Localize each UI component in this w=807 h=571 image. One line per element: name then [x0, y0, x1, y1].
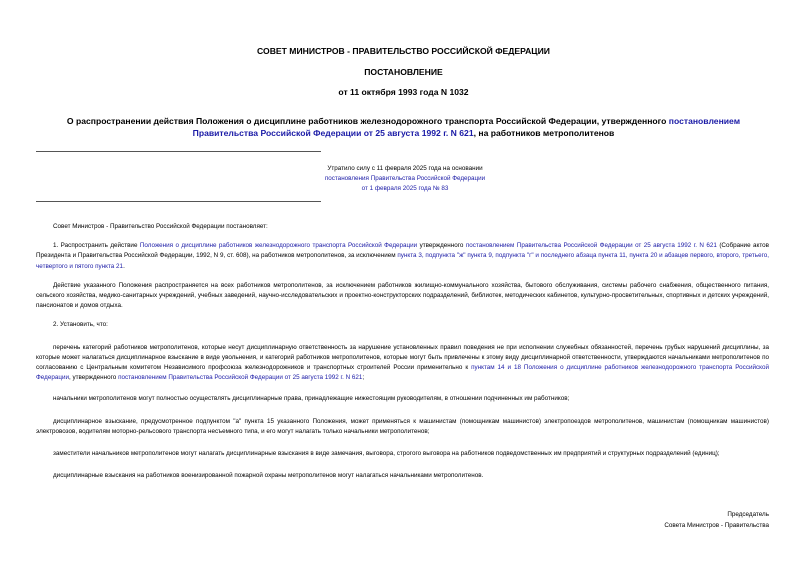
paragraph-categories-text: перечень категорий работников метрополитенов, которые несут дисциплинарную ответственность за нарушение установленных правил поведения не при исполнении служебных обязанностей, перечень грубых нарушений дисциплины, за которые может налагаться дисциплинарное взыскание в виде увольнения, и категорий работников метрополитенов, которые могут быть привлечены к этому виду дисциплинарной ответственности, утверждаются начальниками метрополитенов по согласованию с Центральным комитетом Независимого профсоюза железнодорожников и транспортных строителей России применительно к — [36, 343, 769, 372]
paragraph-1-text: . — [123, 262, 125, 270]
paragraph-categories-text: ; — [362, 374, 365, 382]
paragraph-1-text: (Собрание актов Президента и Правительства Российской Федерации, 1992, N 9, ст. 608), на работников метрополитенов, за исключением — [36, 242, 769, 260]
signature-office: Совета Министров - Правительства — [664, 522, 769, 529]
paragraph-drivers-penalty: дисциплинарное взыскание, предусмотренное подпунктом "а" пункта 15 указанного Положения, может применяться к машинистам (помощникам машинистов) электропоездов метрополитенов, машинистам (помощникам машинистов) электровозов, водителям моторно-рельсового транспорта несъемного типа, и его могут налагать только начальники метрополитенов; — [36, 417, 769, 435]
decree-621-link[interactable]: постановлением Правительства Российской Федерации от 25 августа 1992 г. N 621 — [465, 242, 717, 250]
signature-title: Председатель — [727, 511, 769, 518]
paragraph-categories — [36, 343, 769, 384]
excluded-clauses-link[interactable]: пункта 3, подпункта "ж" пункта 9, подпункта "г" и последнего абзаца пункта 11, пункта 20 и абзацев первого, второго, третьего, четвертого и пятого пункта 21 — [36, 252, 769, 270]
paragraph-1-text: 1. Распространить действие — [53, 242, 140, 250]
paragraph-scope: Действие указанного Положения распространяется на всех работников метрополитенов, за исключением работников жилищно-коммунального хозяйства, бытового обслуживания, системы рабочего снабжения, общественного питания, сельского хозяйства, медико-санитарных учреждений, учебных заведений, научно-исследовательских и проектно-конструкторских подразделений, библиотек, методических кабинетов, культурно-просветительных, спортивных и детских учреждений, пансионатов и домов отдыха. — [36, 281, 769, 310]
paragraph-heads-rights: начальники метрополитенов могут полностью осуществлять дисциплинарные права, принадлежащие нижестоящим руководителям, в отношении подчиненных им работников; — [53, 395, 570, 403]
status-note-text: Утратило силу с 11 февраля 2025 года на основании — [327, 165, 483, 172]
title-decree-link[interactable]: постановлением Правительства Российской Федерации от 25 августа 1992 г. N 621 — [192, 116, 741, 138]
paragraph-1 — [36, 241, 769, 272]
signature-block — [664, 509, 769, 531]
paragraph-deputies: заместители начальников метрополитенов могут налагать дисциплинарные взыскания в виде замечания, выговора, строгого выговора на работников подведомственных им предприятий и структурных подразделений (единиц); — [53, 450, 720, 458]
regulation-link[interactable]: Положения о дисциплине работников железнодорожного транспорта Российской Федерации — [139, 242, 418, 250]
title-text-end: , на работников метрополитенов — [473, 127, 615, 138]
repeal-decree-date-link[interactable]: от 1 февраля 2025 года № 83 — [361, 185, 449, 192]
document-body — [36, 222, 769, 481]
title-text-start: О распространении действия Положения о дисциплине работников железнодорожного транспорта Российской Федерации, утвержденного — [66, 116, 669, 126]
document-title — [40, 116, 767, 139]
issuer-heading: СОВЕТ МИНИСТРОВ - ПРАВИТЕЛЬСТВО РОССИЙСКОЙ ФЕДЕРАЦИИ — [257, 46, 550, 56]
paragraph-categories-text: , утвержденного — [68, 374, 119, 382]
document-type-heading: ПОСТАНОВЛЕНИЕ — [364, 67, 443, 77]
status-note — [250, 164, 560, 194]
paragraph-1-text: утвержденного — [417, 242, 466, 250]
paragraph-fire-guard: дисциплинарные взыскания на работников военизированной пожарной охраны метрополитенов могут налагаться начальниками метрополитенов. — [53, 472, 484, 480]
clauses-14-18-link[interactable]: пунктам 14 и 18 Положения о дисциплине работников железнодорожного транспорта Российской Федерации — [36, 364, 769, 382]
bottom-divider — [36, 201, 321, 202]
top-divider — [36, 151, 321, 152]
repeal-decree-link[interactable]: постановления Правительства Российской Федерации — [324, 175, 486, 182]
preamble-paragraph: Совет Министров - Правительство Российской Федерации постановляет: — [53, 223, 268, 230]
document-date-heading: от 11 октября 1993 года N 1032 — [338, 87, 469, 97]
decree-621-link-2[interactable]: постановлением Правительства Российской Федерации от 25 августа 1992 г. N 621 — [118, 374, 363, 382]
paragraph-2: 2. Установить, что: — [53, 321, 108, 329]
